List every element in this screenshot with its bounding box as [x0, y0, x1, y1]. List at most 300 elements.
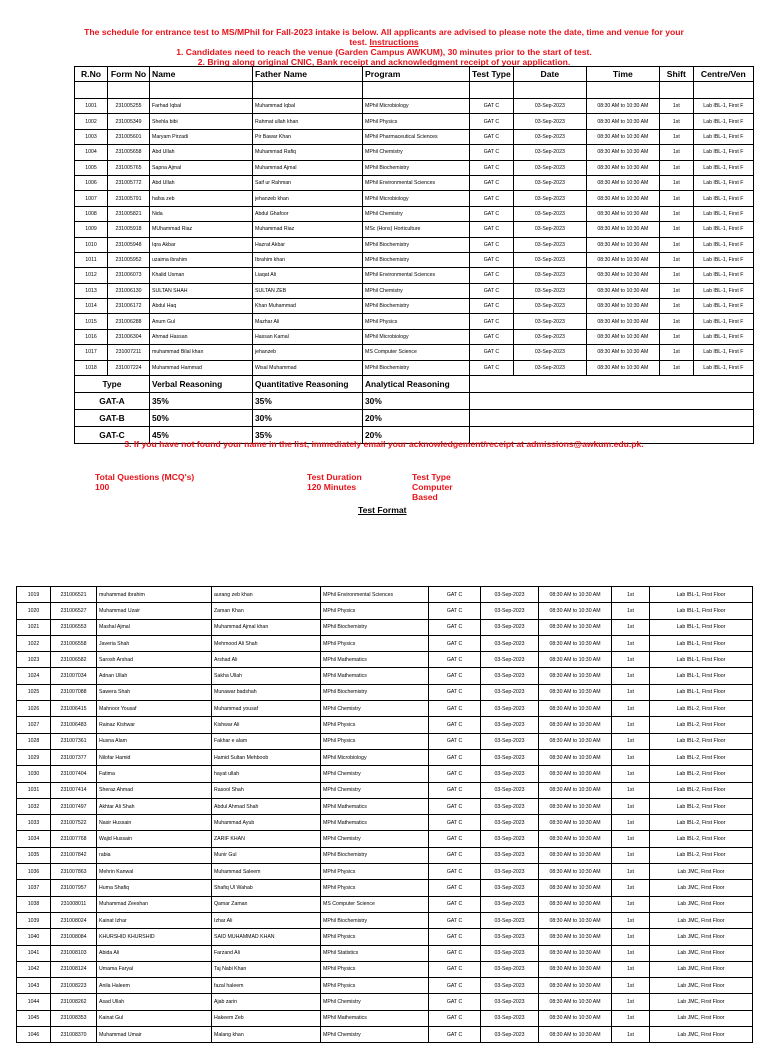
father-name-cell: Izhar Ali [212, 912, 321, 928]
centre-cell: Lab IBL-1, First F [693, 314, 753, 329]
table-row [17, 880, 753, 896]
table-row [75, 345, 754, 360]
date-cell: 03-Sep-2023 [481, 603, 539, 619]
time-cell: 08:30 AM to 10:30 AM [586, 145, 659, 160]
rno-cell: 1006 [75, 175, 108, 190]
centre-cell: Lab IBL-1, First Floor [650, 652, 753, 668]
father-name-cell: Saif ur Rahman [253, 175, 363, 190]
test-type-cell: GAT C [429, 847, 481, 863]
col-header: Date [513, 67, 586, 82]
test-type-cell: GAT C [429, 717, 481, 733]
centre-cell: Lab IBL-2, First Floor [650, 815, 753, 831]
program-cell: MPhil Physics [363, 114, 470, 129]
rno-cell: 1014 [75, 299, 108, 314]
test-type-cell: GAT C [429, 929, 481, 945]
name-cell: rabia [97, 847, 212, 863]
test-type-cell: GAT C [470, 268, 514, 283]
test-type-cell: GAT C [470, 129, 514, 144]
form-no-cell: 231007088 [51, 684, 97, 700]
program-cell: MPhil Environmental Sciences [363, 175, 470, 190]
father-name-cell: Ajab zarin [212, 994, 321, 1010]
total-questions-label: Total Questions (MCQ's) [95, 472, 195, 482]
centre-cell: Lab JMC, First Floor [650, 929, 753, 945]
centre-cell: Lab JMC, First Floor [650, 994, 753, 1010]
name-cell: Maryam Pirzadi [150, 129, 253, 144]
program-cell: MPhil Mathematics [321, 815, 429, 831]
centre-cell: Lab IBL-1, First F [693, 299, 753, 314]
test-type-cell: GAT C [470, 99, 514, 114]
date-cell: 03-Sep-2023 [481, 961, 539, 977]
father-name-cell: Abdul Ahmad Shah [212, 798, 321, 814]
total-questions-block [95, 472, 194, 492]
centre-cell: Lab IBL-1, First F [693, 268, 753, 283]
time-cell: 08:30 AM to 10:30 AM [586, 329, 659, 344]
rno-cell: 1029 [17, 749, 51, 765]
date-cell: 03-Sep-2023 [481, 912, 539, 928]
shift-cell: 1st [659, 314, 693, 329]
date-cell: 03-Sep-2023 [513, 145, 586, 160]
father-name-cell: Rahmat ullah khan [253, 114, 363, 129]
program-cell: MPhil Chemistry [321, 766, 429, 782]
test-type-cell: GAT C [429, 733, 481, 749]
name-cell: Asad Ullah [97, 994, 212, 1010]
rno-cell: 1009 [75, 222, 108, 237]
test-type-cell: GAT C [429, 798, 481, 814]
form-no-cell: 231006527 [51, 603, 97, 619]
shift-cell: 1st [612, 978, 650, 994]
name-cell: Rainaz Kishwar [97, 717, 212, 733]
table-row [75, 237, 754, 252]
name-cell: Abd Ullah [150, 145, 253, 160]
program-cell: MPhil Mathematics [321, 668, 429, 684]
schedule-table-bottom [16, 586, 753, 1043]
test-type-cell: GAT C [429, 1010, 481, 1026]
name-cell: Iqra Akbar [150, 237, 253, 252]
shift-cell: 1st [612, 733, 650, 749]
instruction-3: 3. If you have not found your name in the list, immediately email your acknowledgement/receipt at admissions@awkum.edu.pk. [124, 439, 644, 449]
form-no-cell: 231005821 [108, 206, 150, 221]
date-cell: 03-Sep-2023 [481, 815, 539, 831]
shift-cell: 1st [659, 237, 693, 252]
name-cell: Muhammad Hammad [150, 360, 253, 375]
father-name-cell: Hazrat Akbar [253, 237, 363, 252]
name-cell: uzaima ibrahim [150, 252, 253, 267]
rno-cell: 1035 [17, 847, 51, 863]
col-header: Program [363, 67, 470, 82]
time-cell: 08:30 AM to 10:30 AM [539, 912, 612, 928]
rno-cell: 1028 [17, 733, 51, 749]
rno-cell: 1012 [75, 268, 108, 283]
test-duration-value: 120 Minutes [307, 482, 357, 492]
centre-cell: Lab IBL-2, First Floor [650, 701, 753, 717]
centre-cell: Lab IBL-1, First F [693, 222, 753, 237]
program-cell: MPhil Biochemistry [363, 252, 470, 267]
father-name-cell: SAID MUHAMMAD KHAN [212, 929, 321, 945]
father-name-cell: Hamid Sultan Mehboob [212, 749, 321, 765]
table-row [17, 782, 753, 798]
time-cell: 08:30 AM to 10:30 AM [539, 782, 612, 798]
test-type-label: Test Type [412, 472, 451, 482]
rno-cell: 1016 [75, 329, 108, 344]
centre-cell: Lab IBL-2, First Floor [650, 798, 753, 814]
test-type-cell: GAT C [429, 684, 481, 700]
program-cell: MPhil Physics [321, 717, 429, 733]
program-cell: MPhil Statistics [321, 945, 429, 961]
table-row [17, 603, 753, 619]
program-cell: MPhil Chemistry [321, 831, 429, 847]
form-no-cell: 231007361 [51, 733, 97, 749]
time-cell: 08:30 AM to 10:30 AM [539, 619, 612, 635]
rno-cell: 1031 [17, 782, 51, 798]
form-no-cell: 231008124 [51, 961, 97, 977]
rno-cell: 1044 [17, 994, 51, 1010]
table-row [17, 945, 753, 961]
centre-cell: Lab IBL-2, First Floor [650, 782, 753, 798]
date-cell: 03-Sep-2023 [513, 299, 586, 314]
program-cell: MPhil Chemistry [321, 782, 429, 798]
time-cell: 08:30 AM to 10:30 AM [586, 114, 659, 129]
test-type-cell: GAT C [470, 145, 514, 160]
time-cell: 08:30 AM to 10:30 AM [539, 766, 612, 782]
rno-cell: 1005 [75, 160, 108, 175]
name-cell: Kainat Izhar [97, 912, 212, 928]
instruction-1: 1. Candidates need to reach the venue (Garden Campus AWKUM), 30 minutes prior to the start of test. [176, 47, 592, 57]
program-cell: MPhil Physics [321, 961, 429, 977]
test-type-value-2: Based [412, 492, 438, 502]
test-type-cell: GAT C [429, 978, 481, 994]
form-no-cell: 231007522 [51, 815, 97, 831]
centre-cell: Lab IBL-1, First F [693, 175, 753, 190]
time-cell: 08:30 AM to 10:30 AM [539, 733, 612, 749]
shift-cell: 1st [612, 684, 650, 700]
rno-cell: 1036 [17, 864, 51, 880]
test-type-cell: GAT C [470, 114, 514, 129]
rno-cell: 1030 [17, 766, 51, 782]
time-cell: 08:30 AM to 10:30 AM [539, 603, 612, 619]
shift-cell: 1st [612, 749, 650, 765]
rno-cell: 1039 [17, 912, 51, 928]
name-cell: Kainat Gul [97, 1010, 212, 1026]
test-type-cell: GAT C [470, 206, 514, 221]
table-row [17, 831, 753, 847]
father-name-cell: Muhammad Ajmal khan [212, 619, 321, 635]
table-row [75, 99, 754, 114]
shift-cell: 1st [612, 815, 650, 831]
date-cell: 03-Sep-2023 [513, 191, 586, 206]
shift-cell: 1st [612, 766, 650, 782]
table-row [75, 160, 754, 175]
name-cell: Fatima [97, 766, 212, 782]
form-no-cell: 231006553 [51, 619, 97, 635]
father-name-cell: Sakha Ullah [212, 668, 321, 684]
centre-cell: Lab IBL-1, First F [693, 99, 753, 114]
father-name-cell: Wisal Muhammad [253, 360, 363, 375]
rno-cell: 1027 [17, 717, 51, 733]
rno-cell: 1041 [17, 945, 51, 961]
name-cell: Nasir Hussain [97, 815, 212, 831]
name-cell: Sarosh Arshad [97, 652, 212, 668]
program-cell: MPhil Chemistry [321, 701, 429, 717]
table-row [17, 961, 753, 977]
centre-cell: Lab IBL-1, First F [693, 345, 753, 360]
program-cell: MPhil Physics [321, 603, 429, 619]
date-cell: 03-Sep-2023 [513, 345, 586, 360]
shift-cell: 1st [612, 929, 650, 945]
time-cell: 08:30 AM to 10:30 AM [586, 268, 659, 283]
form-no-cell: 231007224 [108, 360, 150, 375]
father-name-cell: jehanzeb [253, 345, 363, 360]
father-name-cell: Mehmood Ali Shah [212, 635, 321, 651]
form-no-cell: 231005918 [108, 222, 150, 237]
name-cell: Muhammad Uzair [97, 603, 212, 619]
father-name-cell: Mazhar Ali [253, 314, 363, 329]
table-row [17, 717, 753, 733]
date-cell: 03-Sep-2023 [481, 652, 539, 668]
rno-cell: 1032 [17, 798, 51, 814]
test-type-cell: GAT C [470, 160, 514, 175]
centre-cell: Lab IBL-1, First F [693, 160, 753, 175]
date-cell: 03-Sep-2023 [481, 880, 539, 896]
form-no-cell: 231005255 [108, 99, 150, 114]
father-name-cell: aurang zeb khan [212, 587, 321, 603]
father-name-cell: Rasool Shah [212, 782, 321, 798]
centre-cell: Lab JMC, First Floor [650, 1027, 753, 1043]
date-cell: 03-Sep-2023 [481, 896, 539, 912]
centre-cell: Lab JMC, First Floor [650, 896, 753, 912]
form-no-cell: 231008011 [51, 896, 97, 912]
form-no-cell: 231005948 [108, 237, 150, 252]
father-name-cell: Munir Gul [212, 847, 321, 863]
date-cell: 03-Sep-2023 [481, 766, 539, 782]
program-cell: MPhil Microbiology [363, 99, 470, 114]
shift-cell: 1st [612, 945, 650, 961]
father-name-cell: Munawar badshah [212, 684, 321, 700]
rno-cell: 1020 [17, 603, 51, 619]
name-cell: Sawera Shah [97, 684, 212, 700]
program-cell: MSc (Hons) Horticulture [363, 222, 470, 237]
test-type-cell: GAT C [429, 896, 481, 912]
table-row [75, 191, 754, 206]
centre-cell: Lab JMC, First Floor [650, 961, 753, 977]
centre-cell: Lab IBL-1, First F [693, 129, 753, 144]
shift-cell: 1st [659, 299, 693, 314]
table-row [75, 299, 754, 314]
test-type-cell: GAT C [470, 237, 514, 252]
test-type-cell: GAT C [470, 314, 514, 329]
centre-cell: Lab IBL-1, First F [693, 283, 753, 298]
date-cell: 03-Sep-2023 [481, 831, 539, 847]
date-cell: 03-Sep-2023 [481, 619, 539, 635]
table-row [75, 206, 754, 221]
form-no-cell: 231008262 [51, 994, 97, 1010]
time-cell: 08:30 AM to 10:30 AM [539, 701, 612, 717]
program-cell: MPhil Environmental Sciences [321, 587, 429, 603]
time-cell: 08:30 AM to 10:30 AM [539, 1027, 612, 1043]
program-cell: MPhil Mathematics [321, 1010, 429, 1026]
rno-cell: 1021 [17, 619, 51, 635]
form-no-cell: 231007404 [51, 766, 97, 782]
program-cell: MPhil Physics [363, 314, 470, 329]
form-no-cell: 231005765 [108, 160, 150, 175]
rno-cell: 1015 [75, 314, 108, 329]
form-no-cell: 231008353 [51, 1010, 97, 1026]
rno-cell: 1037 [17, 880, 51, 896]
centre-cell: Lab IBL-1, First F [693, 237, 753, 252]
father-name-cell: Muhammad yousaf [212, 701, 321, 717]
father-name-cell: Khan Muhammad [253, 299, 363, 314]
shift-cell: 1st [612, 831, 650, 847]
blank-row [75, 82, 754, 99]
centre-cell: Lab IBL-2, First Floor [650, 766, 753, 782]
time-cell: 08:30 AM to 10:30 AM [539, 880, 612, 896]
time-cell: 08:30 AM to 10:30 AM [539, 717, 612, 733]
test-type-cell: GAT C [470, 299, 514, 314]
rno-cell: 1019 [17, 587, 51, 603]
table-row [17, 701, 753, 717]
table-row [17, 652, 753, 668]
date-cell: 03-Sep-2023 [481, 994, 539, 1010]
date-cell: 03-Sep-2023 [513, 129, 586, 144]
centre-cell: Lab JMC, First Floor [650, 912, 753, 928]
time-cell: 08:30 AM to 10:30 AM [539, 635, 612, 651]
rno-cell: 1025 [17, 684, 51, 700]
form-no-cell: 231007377 [51, 749, 97, 765]
form-no-cell: 231006582 [51, 652, 97, 668]
date-cell: 03-Sep-2023 [513, 314, 586, 329]
program-cell: MPhil Mathematics [321, 652, 429, 668]
table-row [17, 749, 753, 765]
shift-cell: 1st [659, 114, 693, 129]
shift-cell: 1st [612, 880, 650, 896]
shift-cell: 1st [612, 1010, 650, 1026]
table-row [17, 798, 753, 814]
date-cell: 03-Sep-2023 [513, 206, 586, 221]
name-cell: Khalid Usman [150, 268, 253, 283]
test-type-cell: GAT C [429, 961, 481, 977]
test-duration-label: Test Duration [307, 472, 362, 482]
col-header: Time [586, 67, 659, 82]
test-type-cell: GAT C [470, 329, 514, 344]
father-name-cell: Muhammad Rafiq [253, 145, 363, 160]
rno-cell: 1033 [17, 815, 51, 831]
test-type-cell: GAT C [470, 222, 514, 237]
date-cell: 03-Sep-2023 [513, 114, 586, 129]
program-cell: MPhil Microbiology [363, 191, 470, 206]
format-col-verbal: Verbal Reasoning [150, 376, 253, 393]
form-no-cell: 231007211 [108, 345, 150, 360]
date-cell: 03-Sep-2023 [513, 99, 586, 114]
name-cell: Muhammad Umair [97, 1027, 212, 1043]
father-name-cell: Ibrahim khan [253, 252, 363, 267]
table-row [17, 635, 753, 651]
table-row [75, 175, 754, 190]
date-cell: 03-Sep-2023 [481, 701, 539, 717]
test-type-cell: GAT C [470, 283, 514, 298]
table-row [75, 268, 754, 283]
rno-cell: 1045 [17, 1010, 51, 1026]
date-cell: 03-Sep-2023 [481, 635, 539, 651]
program-cell: MPhil Chemistry [321, 1027, 429, 1043]
father-name-cell: Pir Bawar Khan [253, 129, 363, 144]
form-no-cell: 231006172 [108, 299, 150, 314]
name-cell: Akhtar Ali Shah [97, 798, 212, 814]
name-cell: KHURSHID KHURSHID [97, 929, 212, 945]
rno-cell: 1024 [17, 668, 51, 684]
form-no-cell: 231006521 [51, 587, 97, 603]
total-questions-value: 100 [95, 482, 110, 492]
shift-cell: 1st [612, 847, 650, 863]
rno-cell: 1042 [17, 961, 51, 977]
table-row [17, 1010, 753, 1026]
rno-cell: 1010 [75, 237, 108, 252]
rno-cell: 1034 [17, 831, 51, 847]
schedule-table-top [74, 66, 754, 444]
time-cell: 08:30 AM to 10:30 AM [586, 283, 659, 298]
col-header: Centre/Ven [693, 67, 753, 82]
time-cell: 08:30 AM to 10:30 AM [586, 360, 659, 375]
date-cell: 03-Sep-2023 [513, 237, 586, 252]
rno-cell: 1043 [17, 978, 51, 994]
centre-cell: Lab IBL-1, First F [693, 252, 753, 267]
name-cell: Abdul Haq [150, 299, 253, 314]
test-type-cell: GAT C [429, 635, 481, 651]
form-no-cell: 231005791 [108, 191, 150, 206]
shift-cell: 1st [612, 912, 650, 928]
name-cell: Nida [150, 206, 253, 221]
name-cell: Nilofar Hamid [97, 749, 212, 765]
centre-cell: Lab IBL-1, First F [693, 329, 753, 344]
table-row [75, 222, 754, 237]
name-cell: hafsa zeb [150, 191, 253, 206]
program-cell: MPhil Microbiology [363, 329, 470, 344]
instruction-2: 2. Bring along original CNIC, Bank receipt and acknowledgment receipt of your application. [197, 57, 571, 67]
program-cell: MPhil Physics [321, 733, 429, 749]
table-row [17, 587, 753, 603]
rno-cell: 1046 [17, 1027, 51, 1043]
date-cell: 03-Sep-2023 [481, 978, 539, 994]
rno-cell: 1001 [75, 99, 108, 114]
centre-cell: Lab IBL-2, First Floor [650, 831, 753, 847]
table-row [75, 314, 754, 329]
time-cell: 08:30 AM to 10:30 AM [539, 896, 612, 912]
centre-cell: Lab IBL-2, First Floor [650, 847, 753, 863]
shift-cell: 1st [659, 283, 693, 298]
date-cell: 03-Sep-2023 [481, 1027, 539, 1043]
table-row [17, 896, 753, 912]
form-no-cell: 231006558 [51, 635, 97, 651]
program-cell: MPhil Physics [321, 880, 429, 896]
centre-cell: Lab IBL-2, First Floor [650, 717, 753, 733]
father-name-cell: Qamar Zaman [212, 896, 321, 912]
form-no-cell: 231006415 [51, 701, 97, 717]
father-name-cell: Muhammad Riaz [253, 222, 363, 237]
name-cell: Mahnoor Yousaf [97, 701, 212, 717]
father-name-cell: Malang khan [212, 1027, 321, 1043]
form-no-cell: 231006304 [108, 329, 150, 344]
test-type-cell: GAT C [429, 766, 481, 782]
shift-cell: 1st [659, 175, 693, 190]
form-no-cell: 231007768 [51, 831, 97, 847]
form-no-cell: 231005349 [108, 114, 150, 129]
father-name-cell: Zaman Khan [212, 603, 321, 619]
shift-cell: 1st [612, 896, 650, 912]
father-name-cell: Hassan Kamal [253, 329, 363, 344]
table-row [75, 329, 754, 344]
time-cell: 08:30 AM to 10:30 AM [586, 160, 659, 175]
name-cell: MUhammad Riaz [150, 222, 253, 237]
shift-cell: 1st [659, 222, 693, 237]
time-cell: 08:30 AM to 10:30 AM [539, 929, 612, 945]
